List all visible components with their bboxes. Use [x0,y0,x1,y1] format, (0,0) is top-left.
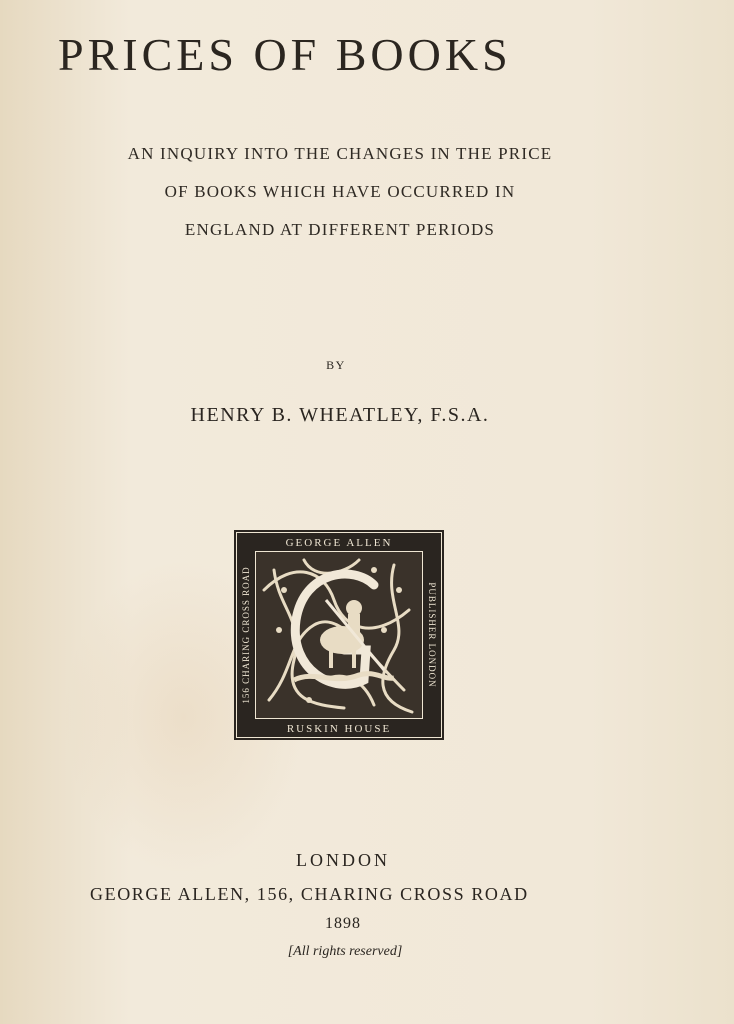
publisher-device-emblem [234,530,444,740]
mark-left-text: 156 CHARING CROSS ROAD [241,566,251,704]
imprint-city: LONDON [296,850,390,870]
rights-notice: [All rights reserved] [287,944,403,959]
byline: BY [326,358,346,372]
publisher-device-image [234,530,444,740]
imprint-publisher: GEORGE ALLEN, 156, CHARING CROSS ROAD [90,884,529,904]
imprint-year: 1898 [325,915,361,932]
author-name: HENRY B. WHEATLEY, F.S.A. [190,404,490,426]
subtitle-line-1: AN INQUIRY INTO THE CHANGES IN THE PRICE [127,144,553,163]
subtitle-line-3: ENGLAND AT DIFFERENT PERIODS [184,220,496,239]
subtitle-line-2: OF BOOKS WHICH HAVE OCCURRED IN [164,182,516,201]
mark-top-text: GEORGE ALLEN [285,537,393,549]
mark-right-text: PUBLISHER LONDON [427,582,437,688]
mark-bottom-text: RUSKIN HOUSE [286,723,392,735]
book-title: PRICES OF BOOKS [58,29,512,80]
